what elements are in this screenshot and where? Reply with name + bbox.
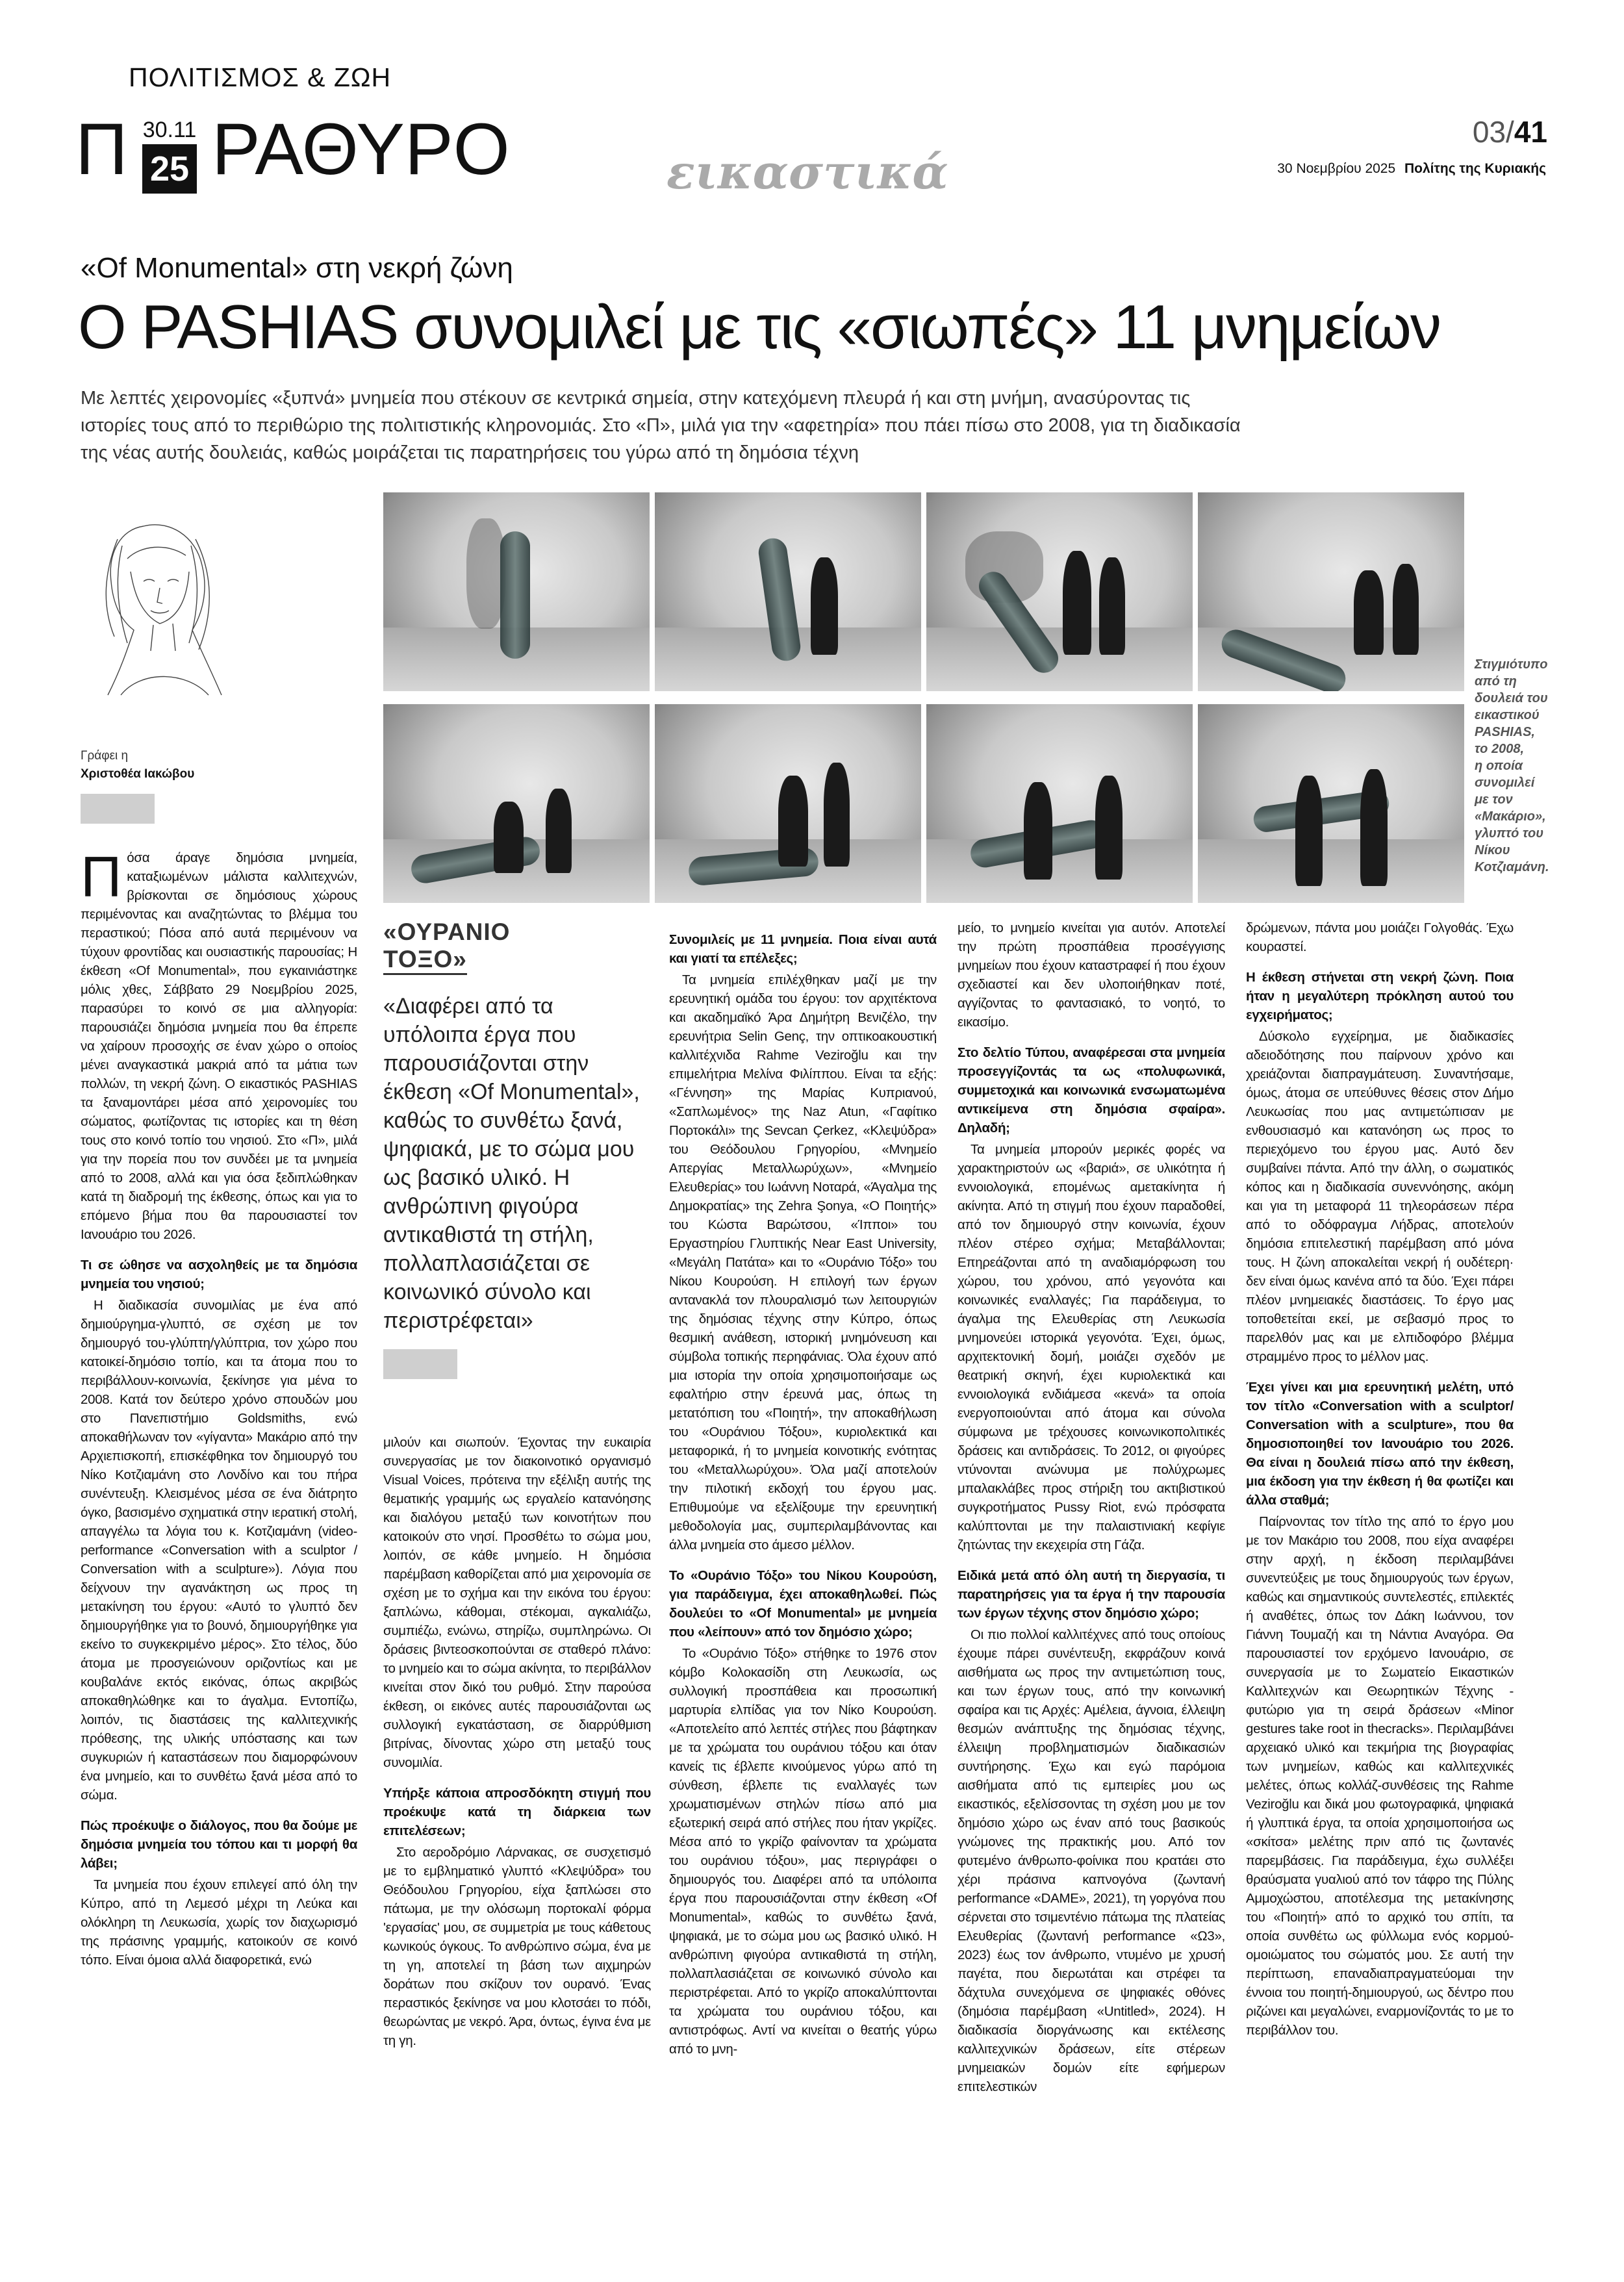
brand-letter-left: Π [75,108,128,190]
interview-question [958,1566,1225,1623]
paragraph-text: Η έκθεση στήνεται στη νεκρή ζώνη. Ποια ήταν η μεγαλύτερη πρόκληση αυτού του εγχειρήματος; [1246,970,1514,1022]
paragraph-text: Το «Ουράνιο Τόξο» στήθηκε το 1976 στον κόμβο Κολοκασίδη στη Λευκωσία, ως συλλογική προσπάθεια και προσωπική μαρτυρία ελπίδας για τον Νίκο Κουρούση. «Αποτελείτο από λεπτές στήλες που βάφτηκαν με τα χρώματα του ουράνιου τόξου και όταν κανείς τις έβλεπε κινούμενος γύρω από τη σύνθεση, έβλεπε τις εναλλαγές των χρωματισμένων στηλών πίσω από μια εξωτερική σειρά από στήλες που ήταν γκρίζες. Μέσα από το γκρίζο φαίνονταν τα χρώματα του ουράνιου τόξου», μας περιγράφει ο δημιουργός του. Διαφέρει από τα υπόλοιπα έργα που παρουσιάζονται στην έκθεση «Of Monumental», καθώς το συνθέτω ξανά, ψηφιακά, με το σώμα μου ως βασικό υλικό. Η ανθρώπινη φιγούρα αντικαθιστά τη στήλη, πολλαπλασιάζεται σε κοινωνικό σύνολο και περιστρέφεται. Από το γκρίζο αποκαλύπτονται τα χρώματα του ουράνιου τόξου, και αντιστρόφως. Αντί να κινείται ο θεατής γύρω από το μνη- [669,1646,937,2057]
category-label: εικαστικά [666,144,948,199]
issue-info [1277,161,1546,177]
photo-caption-line: εικαστικού [1475,708,1540,722]
interview-question [1246,1378,1514,1510]
article-paragraph [1246,1027,1514,1366]
paragraph-text: Στο δελτίο Τύπου, αναφέρεσαι στα μνημεία προσεγγίζοντάς τα ως «πολυφωνικά, συμμετοχικά και κοινωνικά ενσωματωμένα αντικείμενα στη δημόσια σφαίρα». Δηλαδή; [958,1045,1225,1135]
photo-caption-line: «Μακάριο», [1475,809,1546,824]
byline-decor-block [81,794,155,824]
lede-line-1: Με λεπτές χειρονομίες «ξυπνά» μνημεία που στέκουν σε κεντρικά σημεία, στην κατεχόμενη πλευρά ή και στη μνήμη, ανασύροντας τις [81,388,1191,409]
date-badge-bottom: 25 [142,144,197,194]
pullquote-title [383,919,650,975]
article-paragraph [383,1433,651,1772]
paragraph-text: όσα άραγε δημόσια μνημεία, καταξιωμένων μάλιστα καλλιτεχνών, βρίσκονται σε δημόσιους χώρους περιμένοντας και αναζητώντας το βλέμμα του περαστικού; Πόσα από αυτά περιμένουν να τύχουν φροντίδας και ουσιαστικής παρουσίας; Η έκθεση «Of Monumental», που εγκαινιάστηκε μόλις χθες, Σάββατο 29 Νοεμβρίου 2025, παρασύρει το κοινό σε μια αλληγορία: παρουσιάζει δημόσια μνημεία που θα έπρεπε να χαίρουν προσοχής σε έναν χώρο ο οποίος μένει αναγκαστικά μακριά από τα μάτια των πολλών, τη νεκρή ζώνη. Ο εικαστικός PASHIAS τα ξαναμοντάρει μέσα από χειρονομίες του σώματος, φωτίζοντας τις ιστορίες και τη θέση τους στο κοινό τοπίο του νησιού. Στο «Π», μιλά για την πορεία που τον συνδέει με τα μνημεία από το 2008, αλλά και για όσα ξεδιπλώθηκαν κατά τη διαδρομή της έκθεσης, όπως και για το επόμενο βήμα που θα παρουσιαστεί τον Ιανουάριο του 2026. [81,850,357,1242]
page-number-total: 41 [1514,115,1547,149]
article-paragraph [958,919,1225,1032]
page-number [1473,114,1547,149]
article-paragraph [81,1296,357,1805]
paragraph-text: Υπήρξε κάποια απροσδόκητη στιγμή που προέκυψε κατά τη διάρκεια των επιτελέσεων; [383,1786,651,1838]
paragraph-text: Το «Ουράνιο Τόξο» του Νίκου Κουρούση, για παράδειγμα, έχει αποκαθηλωθεί. Πώς δουλεύει το «Of Monumental» με μνημεία που «λείπουν» από τον δημόσιο χώρο; [669,1568,937,1640]
paragraph-text: Τα μνημεία που έχουν επιλεγεί από όλη την Κύπρο, από τη Λεμεσό μέχρι τη Λεύκα και ολόκληρη τη Λευκωσία, χωρίς τον διαχωρισμό της πράσινης γραμμής, κατοικούν σε κοινό τόπο. Είναι όμοια αλλά διαφορετικά, ενώ [81,1877,357,1968]
photo-panel-7 [926,704,1193,903]
pullquote-title-line-1: «ΟΥΡΑΝΙΟ [383,919,511,945]
article-column-1 [81,848,357,2245]
paragraph-text: Τα μνημεία μπορούν μερικές φορές να χαρακτηριστούν ως «βαριά», σε υλικότητα ή εννοιολογικά, επομένως αμετακίνητα ή ακίνητα. Από τη στιγμή που έχουν παραδοθεί, από τον δημιουργό στην κοινωνία, έχουν πλέον στέρεο σχήμα; Μεταβάλλονται; Επηρεάζονται από τη αναδιαμόρφωση του χώρου, του χρόνου, από γεγονότα και κοινωνικές εναλλαγές; Για παράδειγμα, το άγαλμα της Ελευθερίας στη Λευκωσία μνημονεύει ιστορικά γεγονότα. Έχει, όμως, αρχιτεκτονική δομή, μοιάζει σχεδόν με θεατρική σκηνή, έχει κυριολεκτικά και εννοιολογικά ενδιάμεσα «κενά» τα οποία ενεργοποιούνται από άτομα και σύνολα σύμφωνα με τρέχουσες κοινωνικοπολιτικές δράσεις και αντιδράσεις. Το 2012, οι φιγούρες ντύνονται ανώνυμα με πολύχρωμες μπαλακλάβες προς στήριξη του ακτιβιστικού συγκροτήματος Pussy Riot, ενώ πρόσφατα καλύπτονται με την παλαιστινιακή κεφίγιε ζητώντας την εκεχειρία στη Γάζα. [958,1142,1225,1553]
byline-label: Γράφει η [81,749,129,763]
photo-panel-3 [926,492,1193,691]
publication-name: Πολίτης της Κυριακής [1404,161,1546,176]
photo-caption [1475,656,1566,876]
paragraph-text: μιλούν και σιωπούν. Έχοντας την ευκαιρία συνεργασίας με τον διακοινοτικό οργανισμό Visual Voices, πρότεινα την εξέλιξη αυτής της θεματικής γραμμής ως εργαλείο κατανόησης και διαλόγου μεταξύ των κοινοτήτων που κατοικούν στο νησί. Προσθέτω το σώμα μου, λοιπόν, σε κάθε μνημείο. Η δημόσια παρέμβαση καθορίζεται από μια χειρονομία σε σχέση με το σχήμα και την εικόνα του έργου: ξαπλώνω, κάθομαι, στέκομαι, αγκαλιάζω, συμπιέζω, ενώνω, στηρίζω, συμπληρώνω. Οι δράσεις βιντεοσκοπούνται σε σταθερό πλάνο: το μνημείο και το σώμα ακίνητα, το περιβάλλον κινείται στον δικό του ρυθμό. Στην παρούσα έκθεση, οι εικόνες αυτές παρουσιάζονται ως συλλογική εγκατάσταση, σε διαρρύθμιση βιτρίνας, δίνοντας χώρο στη μεταξύ τους συνομιλία. [383,1435,651,1770]
interview-question [1246,968,1514,1024]
photo-panel-8 [1198,704,1464,903]
author-sketch [82,500,244,741]
photo-caption-line: το 2008, [1475,742,1524,756]
date-badge [131,116,208,200]
interview-question [81,1816,357,1873]
paragraph-text: Τα μνημεία επιλέχθηκαν μαζί με την ερευνητική ομάδα του έργου: τον αρχιτέκτονα και ακαδημαϊκό Άρα Δημήτρη Βενιζέλο, την ερευνήτρια Selin Genç, την οπτικοακουστική καλλιτέχνιδα Rahme Veziroğlu και την επιμελήτρια Μελίνα Φιλίππου. Είναι τα εξής: «Γέννηση» της Μαρίας Κυπριανού, «Σαπλωμένος» της Naz Atun, «Γαφίτικο Πορτοκάλι» της Sevcan Çerkez, «Κλεψύδρα» του Θεόδουλου Γρηγορίου, «Μνημείο Απεργίας Μεταλλωρύχων», «Μνημείο Ελευθερίας» του Ιωάννη Νοταρά, «Άγαλμα της Δημοκρατίας» της Zehra Şonya, «Ο Ποιητής» του Κώστα Βαρώτσου, «Ίπποι» του Εργαστηρίου Γλυπτικής Near East University, «Μεγάλη Πατάτα» και το «Ουράνιο Τόξο» του Νίκου Κουρούση. Η επιλογή των έργων αντανακλά τον πλουραλισμό των λειτουργιών της δημόσιας τέχνης στην Κύπρο, όπως θεσμική ανάθεση, ιστορική μνημόνευση και σύμβολα τοπικής περηφάνιας. Όλα έχουν από μια ιστορία την οποία χρησιμοποιήσαμε ως εφαλτήριο στην έρευνά μας, όπως τη μετατόπιση του «Ποιητή», την αποκαθήλωση του «Ουράνιου Τόξου», κυριολεκτικά και μεταφορικά, ή το μνημεία κοινοτικής ενότητας του «Μεταλλωρύχου». Όλα μαζί αποτελούν την πιλοτική εκδοχή του έργου μας. Επιθυμούμε να εξελίξουμε την ερευνητική μεθοδολογία μας, συμπεριλαμβάνοντας και άλλα μνημεία στο άμεσο μέλλον. [669,972,937,1553]
paragraph-text: Δύσκολο εγχείρημα, με διαδικασίες αδειοδότησης που παίρνουν χρόνο και χρειάζονται διαπραγμάτευση. Συναντήσαμε, όμως, άτομα σε υπεύθυνες θέσεις στον Δήμο Λευκωσίας που μας αντιμετώπισαν με ενθουσιασμό και κατανόηση ως προς το περιεχόμενο του έργου μας. Αυτό δεν συμβαίνει πάντα. Από την άλλη, ο σωματικός κόπος και η διαδικασία συνεννόησης, ακόμη και για τη μεταφορά 11 τηλεοράσεων πέρα από το οδόφραγμα Λήδρας, αποτελούν δημόσια επιτελεστική παρέμβαση από μόνα τους. Η ζώνη αποκαλείται νεκρή ή ουδέτερη· δεν είναι όμως κανένα από τα δύο. Έχει πάρει πλέον μνημειακές διαστάσεις. Το έργο μας τοποθετείται εκεί, με σεβασμό προς το παρελθόν μας και με ελπιδοφόρο βλέμμα στραμμένο προς το μέλλον μας. [1246,1029,1514,1364]
photo-caption-line: Νίκου [1475,843,1510,857]
photo-caption-line: Κοτζιαμάνη. [1475,860,1549,874]
article-column-4 [958,919,1225,2245]
pullquote-title-line-2: ΤΟΞΟ» [383,946,467,975]
article-column-3 [669,919,937,2245]
drop-cap: Π [81,848,122,909]
article-column-2 [383,1433,651,2245]
photo-caption-line: γλυπτό του [1475,826,1544,841]
lede-line-3: της νέας αυτής δουλειάς, καθώς μοιράζεται τις παρατηρήσεις του γύρω από τη δημόσια τέχνη [81,442,859,463]
photo-caption-line: συνομιλεί [1475,776,1535,790]
photo-caption-line: PASHIAS, [1475,725,1535,739]
author-portrait-drawing [82,500,244,741]
photo-caption-line: η οποία [1475,759,1523,773]
date-badge-top: 30.11 [142,118,197,142]
pullquote-text: «Διαφέρει από τα υπόλοιπα έργα που παρουσιάζονται στην έκθεση «Of Monumental», καθώς το συνθέτω ξανά, ψηφιακά, με το σώμα μου ως βασικό υλικό. Η ανθρώπινη φιγούρα αντικαθιστά τη στήλη, πολλαπλασιάζεται σε κοινωνικό σύνολο και περιστρέφεται» [383,994,640,1333]
photo-sequence [383,492,1464,903]
page-number-current: 03/ [1472,115,1514,149]
photo-caption-line: από τη [1475,674,1517,689]
interview-question [669,1566,937,1642]
paragraph-text: Η διαδικασία συνομιλίας με ένα από δημιούργημα-γλυπτό, σε σχέση με τον δημιουργό του-γλύπτη/γλύπτρια, τον χώρο που κατοικεί-δημόσιο τοπίο, και τα άτομα που το περιβάλλουν-κοινωνία, ξεκίνησε για μένα το 2008. Κατά τον δεύτερο χρόνο σπουδών μου στο Πανεπιστήμιο Goldsmiths, ενώ αποκαθήλωναν τον «γίγαντα» Μακάριο από την Αρχιεπισκοπή, επισκέφθηκα τον δημιουργό του Νίκο Κοτζιαμάνη στο Λονδίνο και του πήρα συνέντευξη. Κλεισμένος μέσα σε ένα διάτρητο όγκο, βασισμένο σχηματικά στην ιερατική στολή, απαγγέλω τα λόγια του κ. Κοτζιαμάνη (video-performance «Conversation with a sculptor / Conversation with a sculpture»). Λόγια που δείχνουν την αγανάκτηση ως προς τη μετακίνηση του έργου: «Αυτό το γλυπτό δεν δημιουργήθηκε για το βουνό, δημιουργήθηκε για εκείνο το συγκεκριμένο μέρος». Στο τέλος, δύο άτομα με προσγειώνουν οριζοντίως και με κουβαλάνε εκτός εικόνας, όπως ακριβώς αποκαθηλώθηκε και το άγαλμα. Εντοπίζω, λοιπόν, τις διαστάσεις της καλλιτεχνικής πρόθεσης, της υλικής υπόστασης και των συγκυριών ή καταστάσεων που διαμορφώνουν ένα μνημείο, και το συνθέτω ξανά μέσα από το σώμα. [81,1298,357,1803]
pullquote-decor-block [383,1349,457,1379]
photo-panel-1 [383,492,650,691]
paragraph-text: Ειδικά μετά από όλη αυτή τη διεργασία, τι παρατηρήσεις για τα έργα ή την παρουσία των έργων τέχνης στον δημόσιο χώρο; [958,1568,1225,1621]
paragraph-text: δρώμενων, πάντα μου μοιάζει Γολγοθάς. Έχω κουραστεί. [1246,920,1514,954]
photo-caption-line: δουλειά του [1475,691,1548,705]
paragraph-text: Παίρνοντας τον τίτλο της από το έργο μου με τον Μακάριο του 2008, που είχα αναφέρει στην αρχή, η έκδοση περιλαμβάνει συνεντεύξεις με τους δημιουργούς των έργων, καθώς και σημαντικούς συντελεστές, επιλεκτές ή αναθέτες, όπως τον Δάκη Ιωάννου, τον Γιάννη Τουμαζή και τη Νάντια Αναγόρα. Θα παρουσιαστεί τον ερχόμενο Ιανουάριο, σε συνεργασία με το Σωματείο Εικαστικών Καλλιτεχνών και Θεωρητικών Τέχνης - φυτώριο για τη σειρά δράσεων «Minor gestures take root in thecracks». Περιλαμβάνει αρχειακό υλικό και τεκμήρια της βιογραφίας των μνημείων, καθώς και καλλιτεχνικές μελέτες, όπως κολλάζ-συνθέσεις της Rahme Veziroğlu και δικά μου φωτογραφικά, ψηφιακά ή γλυπτικά έργα, τα οποία χρησιμοποιήσα ως «σκίτσα» μελέτης πριν από τις ζωντανές παρεμβάσεις. Για παράδειγμα, έχω συλλέξει θραύσματα γυαλιού από τον τάφρο της Πύλης Αμμοχώστου, αποτέλεσμα της μετακίνησης του «Ποιητή» από το αρχικό του σπίτι, τα οποία συνθέτω ως φύλλωμα ενός κορμού-ομοιώματος του σώματός μου. Σε αυτή την περίπτωση, επαναδιαπραγματεύομαι την έννοια του ποιητή-δημιουργού, ως δέντρο που ριζώνει και μεγαλώνει, εναρμονίζοντάς το με το περιβάλλον του. [1246,1514,1514,2038]
photo-panel-4 [1198,492,1464,691]
paragraph-text: μείο, το μνημείο κινείται για αυτόν. Αποτελεί την πρώτη προσπάθεια προσέγγισης μνημείων που έχουν καταστραφεί ή που έχουν σχεδιαστεί και δεν υλοποιήθηκαν ποτέ, αγγίζοντας το φαντασιακό, το νοητό, το εικασίμο. [958,920,1225,1030]
photo-panel-2 [655,492,921,691]
paragraph-text: Πώς προέκυψε ο διάλογος, που θα δούμε με δημόσια μνημεία του τόπου και τι μορφή θα λάβει; [81,1818,357,1871]
interview-question [383,1784,651,1840]
byline-name: Χριστοθέα Ιακώβου [81,767,195,781]
brand-letters-right: ΡΑΘΥΡΟ [212,108,510,190]
photo-panel-6 [655,704,921,903]
article-paragraph [1246,919,1514,956]
paragraph-text: Συνομιλείς με 11 μνημεία. Ποια είναι αυτά και γιατί τα επέλεξες; [669,932,937,966]
article-lede [81,385,1555,466]
article-paragraph [958,1625,1225,2096]
issue-date: 30 Νοεμβρίου 2025 [1277,161,1396,176]
paragraph-text: Τι σε ώθησε να ασχοληθείς με τα δημόσια μνημεία του νησιού; [81,1258,357,1291]
article-paragraph [669,970,937,1554]
article-paragraph [81,848,357,1244]
pullquote [383,919,650,1379]
article-paragraph [81,1875,357,1970]
photo-panel-5 [383,704,650,903]
article-paragraph [669,1644,937,2059]
paragraph-text: Στο αεροδρόμιο Λάρνακας, σε συσχετισμό με το εμβληματικό γλυπτό «Κλεψύδρα» του Θεόδουλου Γρηγορίου, είχα ξαπλώσει στο πάτωμα, με την ολόσωμη πορτοκαλί φόρμα 'εργασίας' μου, σε συμμετρία με τους κάθετους κωνικούς όγκους. Το ανθρώπινο σώμα, ένα με τη γη, αποτελεί τη βάση των αιχμηρών δοράτων που σκίζουν τον ουρανό. Ένας περαστικός ξεκίνησε να μου κλοτσάει το πόδι, θεωρώντας με νεκρό. Άρα, όντως, έγινα ένα με τη γη. [383,1845,651,2048]
article-column-5 [1246,919,1514,2245]
brand-logo [75,107,510,204]
section-label: ΠΟΛΙΤΙΣΜΟΣ & ΖΩΗ [129,62,392,92]
photo-caption-line: με τον [1475,792,1513,807]
photo-caption-line: Στιγμιότυπο [1475,657,1548,672]
article-headline: Ο PASHIAS συνομιλεί με τις «σιωπές» 11 μνημείων [78,292,1440,362]
paragraph-text: Οι πιο πολλοί καλλιτέχνες από τους οποίους έχουμε πάρει συνέντευξη, εκφράζουν κοινά αισθήματα ως προς την αντιμετώπιση τους, και των έργων τους, από την κοινωνική σφαίρα και τις Αρχές: Αμέλεια, άγνοια, έλλειψη θεσμών ανάπτυξης της δημόσιας τέχνης, έλλειψη προβληματισμών διαδικασιών συντήρησης. Έχω και εγώ παρόμοια αισθήματα από τις εμπειρίες μου ως εικαστικός, εξελίσσοντας τη σχέση μου με τον δημόσιο χώρο ως έναν από τους βασικούς γνώμονες της πρακτικής μου. Από τον φυτεμένο άνθρωπο-φοίνικα που κρατάει στο χέρι πράσινα καπνογόνα (ζωντανή performance «DAME», 2021), τη γοργόνα που σέρνεται στο τσιμεντένιο πάτωμα της πλατείας Ελευθερίας (ζωντανή performance «Ω3», 2023) έως τον άνθρωπο, ντυμένο με χρυσή παγέτα, που διερωτάται και στρέφει τα δάχτυλα συνεχόμενα σε ψηφιακές οθόνες (δημόσια παρέμβαση «Untitled», 2024). Η διαδικασία διοργάνωσης και εκτέλεσης καλλιτεχνικών δράσεων, είτε στέρεων μνημειακών δομών είτε εφήμερων επιτελεστικών [958,1627,1225,2094]
interview-question [958,1043,1225,1137]
article-paragraph [383,1843,651,2050]
paragraph-text: Έχει γίνει και μια ερευνητική μελέτη, υπό τον τίτλο «Conversation with a sculptor/ Conversation with a sculpture», που θα δημοσιοποιηθεί τον Ιανουάριο του 2026. Θα είναι η δουλειά πίσω από την έκθεση, μια έκδοση για την έκθεση ή θα φωτίζει και άλλα σταθμά; [1246,1380,1514,1508]
article-paragraph [1246,1512,1514,2040]
byline [81,747,194,783]
lede-line-2: ιστορίες τους από το περιθώριο της πολιτιστικής κληρονομιάς. Στο «Π», μιλά για την «αφετηρία» που πάει πίσω στο 2008, για τη διαδικασία [81,415,1241,436]
article-kicker: «Of Monumental» στη νεκρή ζώνη [81,252,513,284]
interview-question [81,1256,357,1293]
article-paragraph [958,1140,1225,1554]
interview-question [669,930,937,968]
